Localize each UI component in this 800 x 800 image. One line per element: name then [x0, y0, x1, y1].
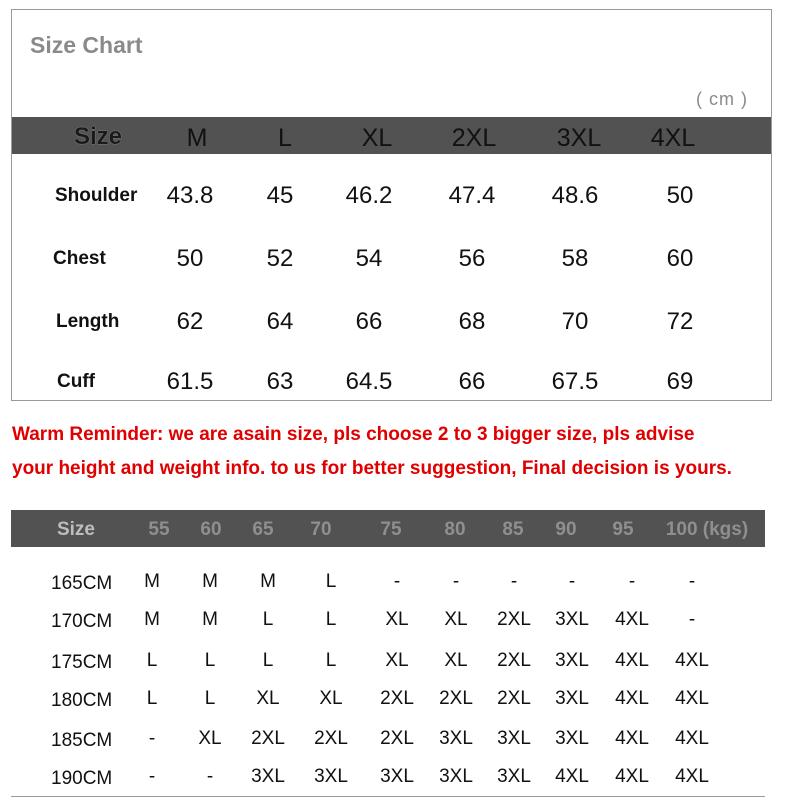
size-chart-panel [11, 9, 772, 401]
height-label: 180CM [51, 690, 113, 711]
size-cell: 56 [458, 245, 486, 272]
weight-size-cell: 2XL [314, 728, 348, 749]
weight-header-2: 65 [252, 519, 274, 540]
weight-header-1: 60 [200, 519, 222, 540]
weight-size-cell: 4XL [615, 766, 649, 787]
size-header-label: Size [73, 123, 123, 150]
size-cell: 50 [666, 182, 694, 209]
warm-reminder-line1: Warm Reminder: we are asain size, pls choose 2 to 3 bigger size, pls advise [12, 424, 695, 445]
weight-size-cell: L [325, 609, 337, 630]
height-label: 175CM [51, 652, 113, 673]
size-cell: 46.2 [345, 182, 393, 209]
size-cell: 64 [266, 308, 294, 335]
size-cell: 70 [561, 308, 589, 335]
weight-size-cell: 4XL [675, 688, 709, 709]
weight-size-cell: - [688, 571, 696, 592]
weight-header-3: 70 [310, 519, 332, 540]
height-label: 190CM [51, 768, 113, 789]
weight-size-cell: 3XL [439, 766, 473, 787]
size-header-xl: XL [361, 124, 393, 152]
weight-size-cell: L [262, 650, 274, 671]
weight-size-cell: 3XL [380, 766, 414, 787]
size-cell: 58 [561, 245, 589, 272]
weight-size-cell: M [144, 609, 160, 630]
weight-size-cell: L [325, 650, 337, 671]
size-cell: 48.6 [551, 182, 599, 209]
height-label: 185CM [51, 730, 113, 751]
size-cell: 47.4 [448, 182, 496, 209]
size-header-4xl: 4XL [650, 124, 696, 152]
weight-size-cell: XL [198, 728, 222, 749]
weight-size-cell: 3XL [497, 728, 531, 749]
weight-size-cell: - [148, 766, 156, 787]
weight-size-cell: M [260, 571, 276, 592]
weight-size-cell: 2XL [497, 609, 531, 630]
row-label-cuff: Cuff [57, 371, 95, 392]
weight-size-cell: 3XL [439, 728, 473, 749]
row-label-shoulder: Shoulder [55, 185, 138, 206]
size-header-3xl: 3XL [556, 124, 602, 152]
size-cell: 50 [176, 245, 204, 272]
size-cell: 66 [458, 368, 486, 395]
weight-size-cell: - [628, 571, 636, 592]
weight-header-5: 80 [444, 519, 466, 540]
size-header-m: M [186, 124, 208, 152]
weight-size-cell: - [452, 571, 460, 592]
height-label: 165CM [51, 573, 113, 594]
weight-size-cell: XL [319, 688, 343, 709]
weight-size-cell: 3XL [555, 650, 589, 671]
weight-size-cell: 2XL [439, 688, 473, 709]
weight-size-cell: - [688, 609, 696, 630]
weight-size-cell: M [202, 571, 218, 592]
weight-size-cell: 3XL [555, 688, 589, 709]
size-cell: 63 [266, 368, 294, 395]
weight-header-7: 90 [555, 519, 577, 540]
size-cell: 43.8 [166, 182, 214, 209]
warm-reminder-line2: your height and weight info. to us for better suggestion, Final decision is yours. [12, 458, 732, 479]
size-chart-title: Size Chart [30, 32, 143, 58]
weight-size-cell: 2XL [497, 650, 531, 671]
row-label-chest: Chest [53, 248, 106, 269]
weight-size-cell: 2XL [380, 688, 414, 709]
size-cell: 52 [266, 245, 294, 272]
weight-size-cell: 4XL [615, 609, 649, 630]
weight-size-cell: 4XL [675, 650, 709, 671]
weight-size-cell: - [568, 571, 576, 592]
size-cell: 66 [355, 308, 383, 335]
size-header-l: L [278, 124, 292, 152]
weight-header-6: 85 [502, 519, 524, 540]
weight-size-cell: L [146, 650, 158, 671]
weight-size-cell: L [204, 650, 216, 671]
bottom-divider [11, 796, 765, 797]
weight-header-4: 75 [380, 519, 402, 540]
weight-size-cell: 4XL [615, 688, 649, 709]
weight-size-cell: L [204, 688, 216, 709]
size-cell: 61.5 [166, 368, 214, 395]
size-cell: 62 [176, 308, 204, 335]
size-cell: 72 [666, 308, 694, 335]
weight-size-cell: 4XL [555, 766, 589, 787]
weight-size-cell: 4XL [675, 766, 709, 787]
weight-size-cell: 3XL [251, 766, 285, 787]
size-header-2xl: 2XL [451, 124, 497, 152]
weight-size-cell: - [510, 571, 518, 592]
weight-header-8: 95 [612, 519, 634, 540]
weight-header-9: 100 (kgs) [665, 519, 749, 540]
weight-size-cell: L [146, 688, 158, 709]
weight-size-cell: XL [385, 650, 409, 671]
row-label-length: Length [56, 311, 120, 332]
weight-size-cell: - [393, 571, 401, 592]
height-label: 170CM [51, 611, 113, 632]
weight-size-cell: 4XL [675, 728, 709, 749]
weight-size-cell: 3XL [497, 766, 531, 787]
size-cell: 68 [458, 308, 486, 335]
size-cell: 60 [666, 245, 694, 272]
weight-size-cell: 2XL [251, 728, 285, 749]
size-cell: 45 [266, 182, 294, 209]
weight-size-cell: 2XL [497, 688, 531, 709]
weight-header-0: 55 [148, 519, 170, 540]
size-cell: 69 [666, 368, 694, 395]
weight-size-cell: 2XL [380, 728, 414, 749]
weight-size-cell: M [144, 571, 160, 592]
weight-size-cell: M [202, 609, 218, 630]
weight-size-cell: XL [385, 609, 409, 630]
weight-size-cell: L [325, 571, 337, 592]
size-cell: 54 [355, 245, 383, 272]
weight-size-cell: XL [444, 650, 468, 671]
weight-size-cell: - [148, 728, 156, 749]
weight-size-cell: - [206, 766, 214, 787]
weight-size-cell: 3XL [555, 728, 589, 749]
size-cell: 64.5 [345, 368, 393, 395]
weight-size-cell: 3XL [314, 766, 348, 787]
weight-size-cell: XL [256, 688, 280, 709]
weight-size-cell: XL [444, 609, 468, 630]
unit-label: ( cm ) [696, 89, 748, 109]
weight-size-cell: 3XL [555, 609, 589, 630]
weight-size-cell: 4XL [615, 728, 649, 749]
size-cell: 67.5 [551, 368, 599, 395]
weight-size-cell: L [262, 609, 274, 630]
weight-size-cell: 4XL [615, 650, 649, 671]
weight-header-label: Size [56, 519, 96, 540]
